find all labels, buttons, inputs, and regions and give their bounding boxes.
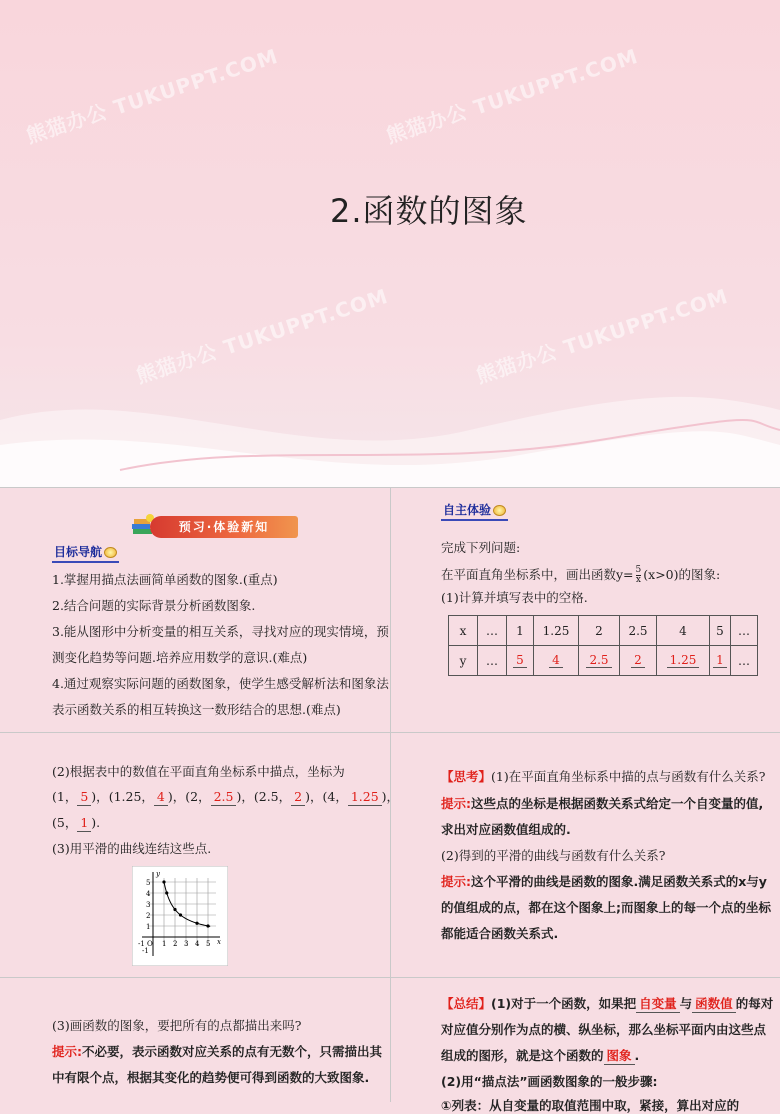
goal-item: 测变化趋势等问题.培养应用数学的意识.(难点) [52,650,308,665]
table-cell: … [731,646,758,676]
table-header: x [449,616,478,646]
function-statement: 在平面直角坐标系中，画出函数y= $\frac{5}{x}$ (x>0)的图象: [441,565,721,585]
summary-line: (2)用“描点法”画函数图象的一般步骤: [441,1074,658,1089]
watermark: 熊猫办公 TUKUPPT.COM [383,43,642,149]
wave-decoration [0,0,780,487]
page-title: 2.函数的图象 [330,192,528,230]
sun-icon [104,547,117,558]
watermark: 熊猫办公 TUKUPPT.COM [133,283,392,389]
hint-answer: 提示:这些点的坐标是根据函数关系式给定一个自变量的值, [441,796,764,811]
hint-answer: 提示:这个平滑的曲线是函数的图象.满足函数关系式的x与y [441,874,767,889]
table-cell: … [731,616,758,646]
table-cell: 1 [507,616,534,646]
x-tick-label: O [147,940,153,948]
plotted-point [206,924,209,927]
value-table [448,615,758,676]
sun-icon [493,505,506,516]
goal-item: 2.结合问题的实际背景分析函数图象. [52,598,256,613]
table-row [449,616,758,646]
summary-line: 【总结】(1)对于一个函数，如果把 自变量 与 函数值 的每对 [441,996,774,1011]
hint-answer: 都能适合函数关系式. [441,926,559,941]
table-cell: 1.25 [534,616,579,646]
x-tick-label: -1 [138,940,145,948]
summary-line: 对应值分别作为点的横、纵坐标，那么坐标平面内由这些点 [441,1022,767,1037]
table-cell: 4 [657,616,710,646]
x-tick-label: 1 [162,940,167,948]
plotted-point [195,922,198,925]
y-tick-label: 2 [146,912,151,920]
y-tick-label: 3 [146,901,151,909]
goal-nav-tag: 目标导航 [52,543,119,563]
plotted-point [179,913,182,916]
table-cell: … [478,616,507,646]
table-cell: 1.25 [657,646,710,676]
plotted-point [162,880,165,883]
table-cell: 2 [579,616,620,646]
table-cell: 4 [534,646,579,676]
goal-item: 表示函数关系的相互转换这一数形结合的思想.(难点) [52,702,341,717]
goal-item: 4.通过观察实际问题的函数图象，使学生感受解析法和图象法 [52,676,389,691]
y-tick-label: 5 [146,879,151,887]
x-tick-label: 2 [173,940,178,948]
table-cell: 2.5 [620,616,657,646]
x-tick-label: 5 [206,940,211,948]
coordinates-line: (1， 5 )，(1.25， 4 )，(2， 2.5 )，(2.5， 2 )，(4， 1.25 )， [52,789,400,804]
table-row [449,646,758,676]
x-axis-label: x [217,938,221,946]
hint-answer: 中有限个点，根据其变化的趋势便可得到函数的大致图象. [52,1070,370,1085]
y-tick-label: -1 [142,947,149,955]
table-header: y [449,646,478,676]
hint-answer: 求出对应函数值组成的. [441,822,571,837]
step-text: (2)根据表中的数值在平面直角坐标系中描点，坐标为 [52,764,345,779]
goal-item: 3.能从图形中分析变量的相互关系，寻找对应的现实情境，预 [52,624,389,639]
plotted-point [165,891,168,894]
step-text: (3)用平滑的曲线连结这些点. [52,841,212,856]
function-graph [132,866,228,966]
fraction: $\frac{5}{x}$ [635,565,642,585]
hint-answer: 的值组成的点，都在这个图象上;而图象上的每一个点的坐标 [441,900,771,915]
hint-answer: 提示:不必要，表示函数对应关系的点有无数个，只需描出其 [52,1044,383,1059]
section-banner: 预习·体验新知 [150,516,298,538]
think-question: (2)得到的平滑的曲线与函数有什么关系? [441,848,666,863]
summary-line: 组成的图形，就是这个函数的 图象 . [441,1048,640,1063]
y-tick-label: 1 [146,923,151,931]
summary-line: ①列表：从自变量的取值范围中取，紧接，算出对应的 [441,1098,740,1113]
watermark: 熊猫办公 TUKUPPT.COM [473,283,732,389]
self-experience-tag: 自主体验 [441,501,508,521]
x-tick-label: 4 [195,940,200,948]
y-axis-label: y [156,870,160,878]
table-cell: 5 [507,646,534,676]
table-cell: 5 [710,616,731,646]
table-cell: … [478,646,507,676]
goal-item: 1.掌握用描点法画简单函数的图象.(重点) [52,572,278,587]
instruction: 完成下列问题: [441,540,521,555]
y-tick-label: 4 [146,890,151,898]
plotted-point [173,908,176,911]
table-cell: 2 [620,646,657,676]
x-tick-label: 3 [184,940,189,948]
table-cell: 2.5 [579,646,620,676]
question: (3)画函数的图象，要把所有的点都描出来吗? [52,1018,302,1033]
think-question: 【思考】(1)在平面直角坐标系中描的点与函数有什么关系? [441,769,766,784]
watermark: 熊猫办公 TUKUPPT.COM [23,43,282,149]
table-cell: 1 [710,646,731,676]
instruction: (1)计算并填写表中的空格. [441,590,588,605]
cover-slide [0,0,780,487]
coordinates-line: (5， 1 ). [52,815,101,830]
